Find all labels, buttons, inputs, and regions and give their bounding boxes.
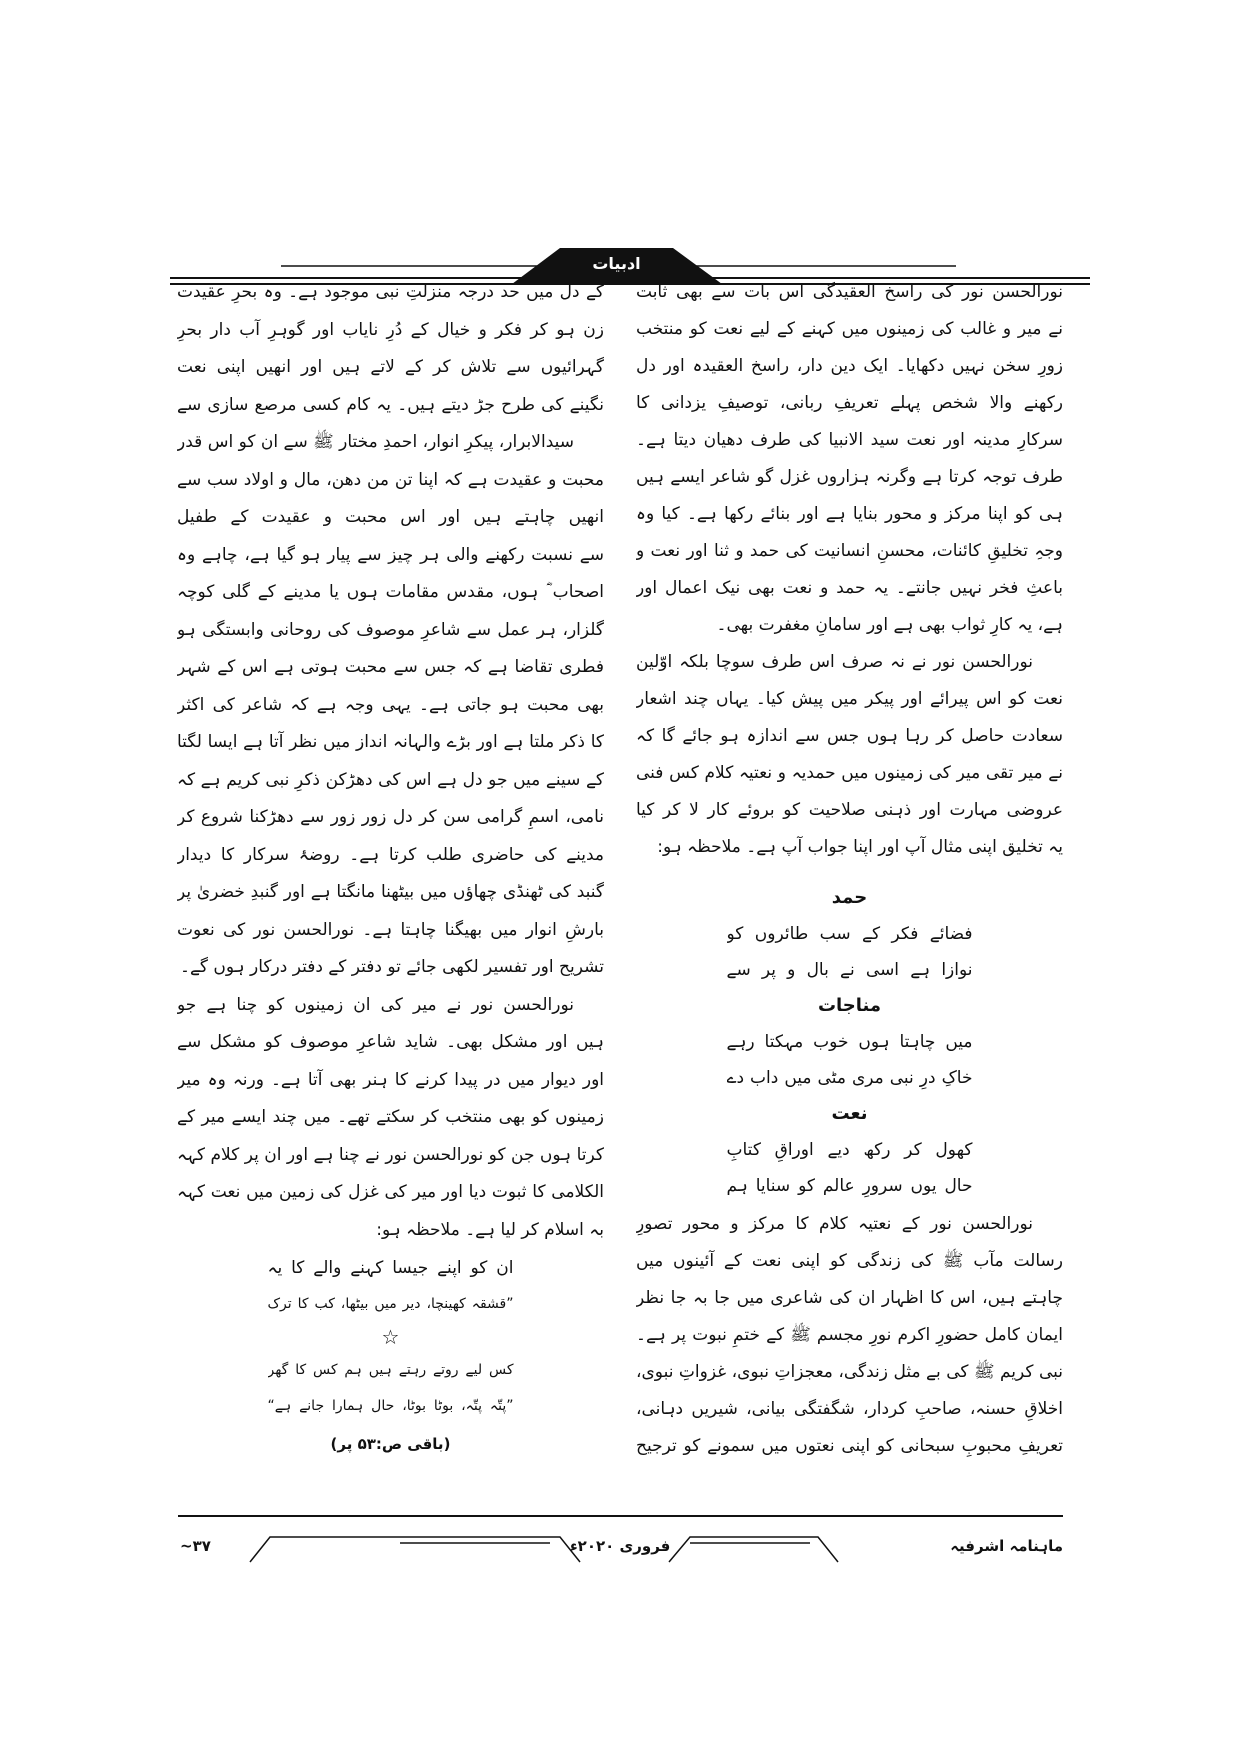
text-line: کرتا ہوں جن کو نورالحسن نور نے چنا ہے اور ان پر کلام کہہ [177, 1144, 604, 1165]
text-line: الکلامی کا ثبوت دیا اور میر کی غزل کی زمین میں نعت کہہ [177, 1182, 604, 1202]
naat-heading: نعت [831, 1103, 868, 1124]
text-line: بھی محبت ہو جاتی ہے۔ یہی وجہ ہے کہ شاعر کی اکثر [177, 694, 604, 715]
text-line: نگینے کی طرح جڑ دیتے ہیں۔ یہ کام کسی مرصع سازی سے [177, 394, 604, 415]
text-line: نورالحسن نور کے نعتیہ کلام کا مرکز و محور تصورِ [636, 1214, 1033, 1234]
text-line: گہرائیوں سے تلاش کر کے لاتے ہیں اور انھیں اپنی نعت [177, 357, 604, 377]
text-line: طرف توجہ کرتا ہے وگرنہ ہزاروں غزل گو شاعر ایسے ہیں [636, 467, 1063, 487]
verse-line: کھول کر رکھ دیے اوراقِ کتابِ [726, 1140, 973, 1160]
verse-line: کس لیے روتے رہتے ہیں ہم کس کا گھر [267, 1362, 514, 1378]
text-line: نبی کریم ﷺ کی بے مثل زندگی، معجزاتِ نبوی، غزواتِ نبوی، [636, 1362, 1063, 1382]
text-line: بارشِ انوار میں بھیگنا چاہتا ہے۔ نورالحسن نور کی نعوت [177, 919, 604, 940]
left-column-body [177, 274, 604, 1249]
text-line: نورالحسن نور کی راسخ العقیدگی اس بات سے بھی ثابت [636, 282, 1063, 302]
right-column-body-bottom [636, 1206, 1063, 1465]
text-line: مدینے کی حاضری طلب کرتا ہے۔ روضۂ سرکار کا دیدار [177, 844, 604, 865]
text-line: اور دیوار میں در پیدا کرنے کا ہنر بھی آتا ہے۔ ورنہ وہ میر [177, 1069, 604, 1090]
text-line: فطری تقاضا ہے کہ جس سے محبت ہوتی ہے اس کے شہر [177, 657, 604, 677]
text-line: عروضی مہارت اور ذہنی صلاحیت کو بروئے کار لا کر کیا [636, 800, 1063, 820]
text-line: گلزار، ہر عمل سے شاعرِ موصوف کی روحانی وابستگی ہو [177, 619, 604, 640]
verse-line: میں چاہتا ہوں خوب مہکتا رہے [726, 1032, 973, 1052]
paragraph [636, 274, 1063, 644]
hamd-heading: حمد [831, 887, 868, 908]
text-line: اخلاقِ حسنہ، صاحبِ کردار، شگفتگی بیانی، شیریں دہانی، [636, 1399, 1063, 1419]
text-line: نے میر و غالب کی زمینوں میں کہنے کے لیے نعت کو منتخب [636, 319, 1063, 339]
paragraph [636, 644, 1063, 866]
text-line: تشریح اور تفسیر لکھی جائے تو دفتر کے دفتر درکار ہوں گے۔ [179, 957, 604, 977]
text-line: نورالحسن نور نے میر کی ان زمینوں کو چنا ہے جو [177, 994, 574, 1015]
section-title: ادبیات [592, 254, 641, 273]
text-line: سرکارِ مدینہ اور نعت سید الانبیا کی طرف دھیان دیتا ہے۔ [636, 430, 1063, 450]
text-line: تعریفِ محبوبِ سبحانی کو اپنی نعتوں میں سمونے کو ترجیح [636, 1436, 1063, 1456]
text-line: ہی کو اپنا مرکز و محور بنایا ہے اور بنائے رکھا ہے۔ کیا وہ [636, 504, 1063, 524]
paragraph [177, 274, 604, 424]
verse-line: ان کو اپنے جیسا کہنے والے کا یہ [267, 1258, 514, 1278]
paragraph [177, 987, 604, 1250]
star-separator-icon: ☆ [381, 1325, 400, 1349]
magazine-name: ماہنامہ اشرفیہ [950, 1537, 1063, 1555]
continued-on-page: (باقی ص:۵۳ پر) [330, 1435, 451, 1453]
right-column-body [636, 274, 1063, 866]
text-line: نامی، اسمِ گرامی سن کر دل زور زور سے دھڑکنا شروع کر [177, 807, 604, 827]
munajat-heading: مناجات [817, 995, 882, 1016]
text-line: ہے، یہ کارِ ثواب بھی ہے اور سامانِ مغفرت بھی۔ [716, 615, 1063, 635]
text-line: رسالت مآب ﷺ کی زندگی کو اپنی نعت کے آئینوں میں [636, 1251, 1063, 1271]
text-line: زمینوں کو بھی منتخب کر سکتے تھے۔ میں چند ایسے میر کے [177, 1107, 604, 1127]
text-line: گنبد کی ٹھنڈی چھاؤں میں بیٹھنا مانگتا ہے اور گنبدِ خضریٰ پر [177, 882, 604, 902]
text-line: زورِ سخن نہیں دکھایا۔ ایک دین دار، راسخ العقیدہ اور دل [636, 356, 1063, 376]
text-line: رکھنے والا شخص پہلے تعریفِ ربانی، توصیفِ یزدانی کا [636, 393, 1063, 413]
verse-line: فضائے فکر کے سب طائروں کو [726, 924, 973, 944]
text-line: ایمان کامل حضورِ اکرم نورِ مجسم ﷺ کے ختمِ نبوت پر ہے۔ [636, 1325, 1063, 1345]
verse-line-quoted: ”پتّہ پتّہ، بوٹا بوٹا، حال ہمارا جانے ہے“ [267, 1398, 514, 1414]
verse-line-quoted: ”قشقہ کھینچا، دیر میں بیٹھا، کب کا ترک [267, 1296, 514, 1312]
quoted-verses [177, 1250, 604, 1464]
text-line: باعثِ فخر نہیں جانتے۔ یہ حمد و نعت بھی نیک اعمال اور [636, 578, 1063, 598]
verse-line: حال یوں سرورِ عالم کو سنایا ہم [726, 1176, 973, 1196]
text-line: یہ تخلیق اپنی مثال آپ اور اپنا جواب آپ ہے۔ ملاحظہ ہو: [657, 837, 1063, 857]
text-line: نورالحسن نور نے نہ صرف اس طرف سوچا بلکہ اوّلین [636, 652, 1033, 672]
text-line: سے نسبت رکھنے والی ہر چیز سے پیار ہو گیا ہے، چاہے وہ [177, 544, 604, 565]
text-line: کا ذکر ملتا ہے اور بڑے والہانہ انداز میں نظر آتا ہے ایسا لگتا [177, 732, 604, 752]
text-line: نے میر تقی میر کی زمینوں میں حمدیہ و نعتیہ کلام کس فنی [636, 763, 1063, 783]
text-line: کے دل میں حد درجہ منزلتِ نبی موجود ہے۔ وہ بحرِ عقیدت [177, 282, 604, 302]
text-line: وجہِ تخلیقِ کائنات، محسنِ انسانیت کی حمد و ثنا اور نعت و [636, 541, 1063, 561]
verse-line: نوازا ہے اسی نے بال و پر سے [726, 960, 973, 980]
text-line: بہ اسلام کر لیا ہے۔ ملاحظہ ہو: [376, 1219, 604, 1240]
text-line: ہیں اور مشکل بھی۔ شاید شاعرِ موصوف کو مشکل سے [177, 1032, 604, 1052]
poetry-block [636, 880, 1063, 1204]
text-line: اصحاب ؓ ہوں، مقدس مقامات ہوں یا مدینے کے گلی کوچہ [177, 582, 604, 602]
text-line: زن ہو کر فکر و خیال کے دُرِ نایاب اور گوہرِ آب دار بحرِ [177, 319, 604, 340]
text-line: سیدالابرار، پیکرِ انوار، احمدِ مختار ﷺ سے ان کو اس قدر [177, 432, 574, 452]
text-line: کے سینے میں جو دل ہے اس کی دھڑکن ذکرِ نبی کریم ہے کہ [177, 769, 604, 790]
text-line: محبت و عقیدت ہے کہ اپنا تن من دھن، مال و اولاد سب سے [177, 469, 604, 490]
text-line: انھیں چاہتے ہیں اور اس محبت و عقیدت کے طفیل [177, 507, 604, 527]
paragraph [177, 424, 604, 987]
text-line: سعادت حاصل کر رہا ہوں جس سے اندازہ ہو جائے گا کہ [636, 726, 1063, 746]
verse-line: خاکِ درِ نبی مری مٹی میں داب دے [726, 1068, 973, 1088]
issue-date: فروری ۲۰۲۰ء [570, 1537, 671, 1555]
text-line: نعت کو اس پیرائے اور پیکر میں پیش کیا۔ یہاں چند اشعار [636, 689, 1063, 709]
page-number: ۳۷~ [180, 1537, 211, 1555]
text-line: چاہتے ہیں، اس کا اظہار ان کی شاعری میں جا بہ جا نظر [636, 1288, 1063, 1308]
paragraph [636, 1206, 1063, 1465]
